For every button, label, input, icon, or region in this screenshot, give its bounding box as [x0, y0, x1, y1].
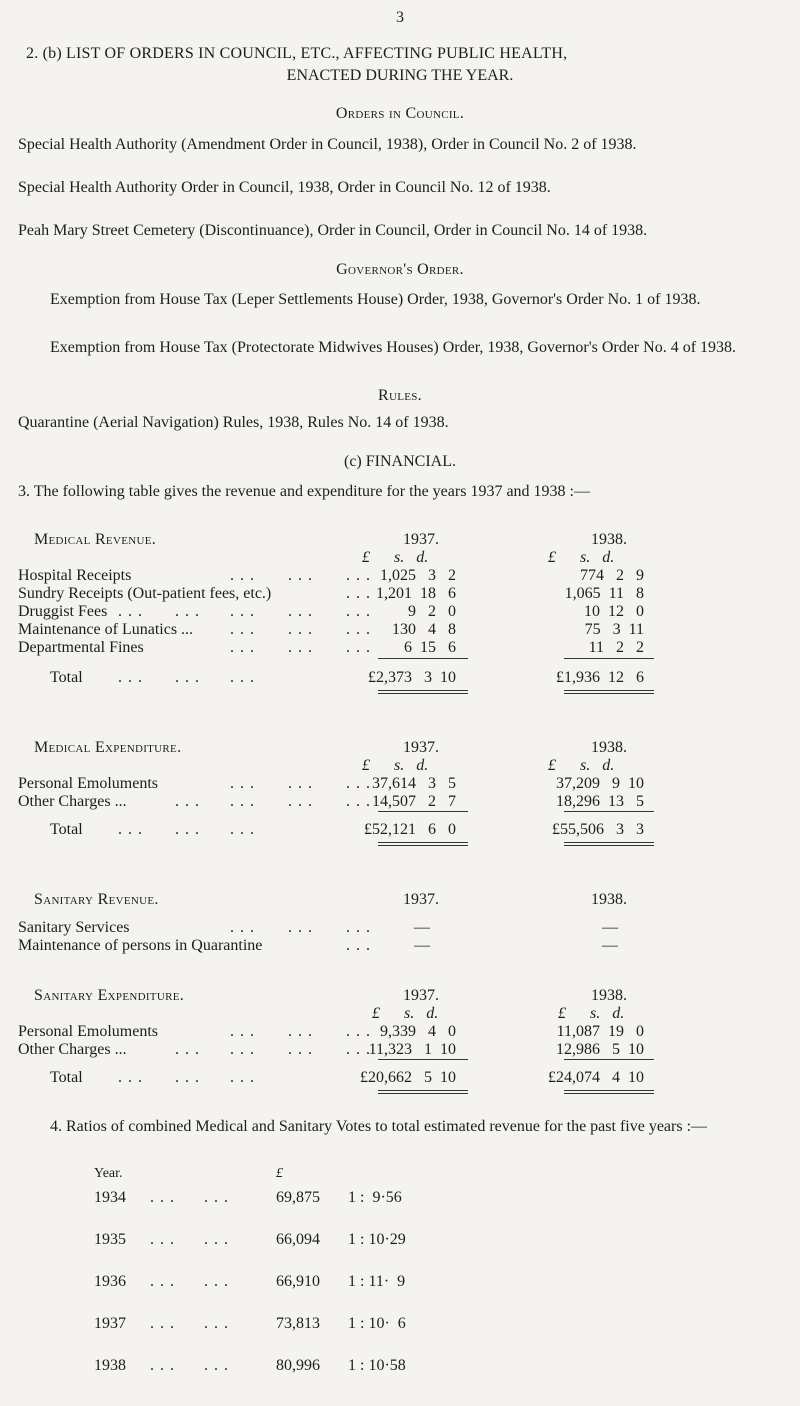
leader-dots: ...	[150, 1315, 180, 1332]
leader-dots: ...	[118, 1069, 148, 1086]
leader-dots: ...	[175, 669, 205, 686]
leader-dots: ...	[204, 1357, 234, 1374]
leader-dots: ...	[230, 1041, 260, 1058]
leader-dots: ...	[150, 1273, 180, 1290]
leader-dots: ...	[230, 567, 260, 584]
ratios-intro: 4. Ratios of combined Medical and Sanitary Votes to total estimated revenue for the past five years :—	[50, 1118, 708, 1135]
row-label: Maintenance of Lunatics ...	[18, 621, 194, 638]
col-year-1938: 1938.	[591, 891, 627, 908]
governor-order-item: Exemption from House Tax (Leper Settlements House) Order, 1938, Governor's Order No. 1 of 1938.	[50, 291, 701, 308]
rules-title: Rules.	[378, 387, 422, 404]
currency-units: £ s. d.	[362, 549, 429, 566]
subtotal-rule	[564, 658, 654, 659]
leader-dots: ...	[230, 821, 260, 838]
total-1937: £2,373 3 10	[368, 669, 456, 686]
row-label: Other Charges ...	[18, 793, 127, 810]
value-1937: 11,323 1 10	[368, 1041, 456, 1058]
leader-dots: ...	[346, 919, 376, 936]
currency-units: £ s. d.	[362, 757, 429, 774]
ratio-amount: 66,910	[276, 1273, 320, 1290]
col-year-1937: 1937.	[403, 891, 439, 908]
row-label: Hospital Receipts	[18, 567, 132, 584]
value-1938: —	[602, 937, 618, 954]
leader-dots: ...	[288, 567, 318, 584]
order-item: Special Health Authority Order in Council, 1938, Order in Council No. 12 of 1938.	[18, 179, 551, 196]
rule-item: Quarantine (Aerial Navigation) Rules, 1938, Rules No. 14 of 1938.	[18, 414, 449, 431]
total-1938: £24,074 4 10	[548, 1069, 644, 1086]
subtotal-rule	[564, 811, 654, 812]
leader-dots: ...	[118, 669, 148, 686]
subtotal-rule	[564, 1059, 654, 1060]
leader-dots: ...	[288, 919, 318, 936]
governor-order-item: Exemption from House Tax (Protectorate Midwives Houses) Order, 1938, Governor's Order No. 4 of 1938.	[50, 339, 737, 356]
leader-dots: ...	[288, 639, 318, 656]
leader-dots: ...	[288, 1041, 318, 1058]
col-year-1937: 1937.	[403, 739, 439, 756]
subtotal-rule	[378, 1059, 468, 1060]
leader-dots: ...	[204, 1231, 234, 1248]
value-1937: —	[414, 919, 430, 936]
leader-dots: ...	[175, 1041, 205, 1058]
subtotal-rule	[378, 658, 468, 659]
row-label: Druggist Fees	[18, 603, 108, 620]
ratio-year: 1936	[94, 1273, 126, 1290]
ratio-year: 1938	[94, 1357, 126, 1374]
leader-dots: ...	[230, 669, 260, 686]
value-1938: 11 2 2	[588, 639, 644, 656]
leader-dots: ...	[150, 1231, 180, 1248]
leader-dots: ...	[346, 937, 376, 954]
currency-units: £ s. d.	[372, 1005, 439, 1022]
value-1937: 9 2 0	[408, 603, 456, 620]
value-1938: 37,209 9 10	[556, 775, 644, 792]
col-header-year: Year.	[94, 1166, 123, 1181]
leader-dots: ...	[288, 793, 318, 810]
leader-dots: ...	[230, 775, 260, 792]
section-c-heading: (c) FINANCIAL.	[344, 453, 456, 470]
value-1938: 18,296 13 5	[556, 793, 644, 810]
value-1937: 1,201 18 6	[376, 585, 456, 602]
leader-dots: ...	[288, 1023, 318, 1040]
order-item: Special Health Authority (Amendment Order in Council, 1938), Order in Council No. 2 of 1938.	[18, 136, 637, 153]
ratio-value: 1 : 11· 9	[348, 1273, 406, 1290]
total-double-rule	[378, 1090, 468, 1094]
ratio-value: 1 : 9·56	[348, 1189, 402, 1206]
total-double-rule	[378, 690, 468, 694]
value-1938: 11,087 19 0	[556, 1023, 644, 1040]
leader-dots: ...	[118, 821, 148, 838]
total-double-rule	[564, 842, 654, 846]
orders-in-council-title: Orders in Council.	[335, 105, 465, 122]
col-year-1938: 1938.	[591, 531, 627, 548]
ratio-year: 1934	[94, 1189, 126, 1206]
ratio-value: 1 : 10·58	[348, 1357, 406, 1374]
row-label: Sanitary Services	[18, 919, 130, 936]
ratio-amount: 66,094	[276, 1231, 320, 1248]
leader-dots: ...	[346, 585, 376, 602]
leader-dots: ...	[175, 821, 205, 838]
leader-dots: ...	[204, 1189, 234, 1206]
col-year-1937: 1937.	[403, 987, 439, 1004]
total-1937: £20,662 5 10	[360, 1069, 456, 1086]
total-1938: £1,936 12 6	[556, 669, 644, 686]
value-1938: 10 12 0	[584, 603, 644, 620]
row-label: Sundry Receipts (Out-patient fees, etc.)	[18, 585, 272, 602]
leader-dots: ...	[346, 621, 376, 638]
financial-intro: 3. The following table gives the revenue and expenditure for the years 1937 and 1938 :—	[18, 483, 590, 500]
leader-dots: ...	[346, 603, 376, 620]
ratio-amount: 69,875	[276, 1189, 320, 1206]
col-year-1938: 1938.	[591, 987, 627, 1004]
value-1938: —	[602, 919, 618, 936]
table-title: Medical Revenue.	[34, 531, 157, 548]
row-label: Maintenance of persons in Quarantine	[18, 937, 263, 954]
section-b-heading-line1: 2. (b) LIST OF ORDERS IN COUNCIL, ETC., AFFECTING PUBLIC HEALTH,	[26, 45, 568, 62]
currency-units: £ s. d.	[548, 549, 615, 566]
table-title: Sanitary Revenue.	[34, 891, 159, 908]
leader-dots: ...	[346, 793, 376, 810]
leader-dots: ...	[150, 1189, 180, 1206]
value-1937: 130 4 8	[392, 621, 456, 638]
ratio-amount: 73,813	[276, 1315, 320, 1332]
value-1937: 6 15 6	[404, 639, 456, 656]
leader-dots: ...	[150, 1357, 180, 1374]
value-1937: 1,025 3 2	[380, 567, 456, 584]
leader-dots: ...	[230, 639, 260, 656]
leader-dots: ...	[230, 603, 260, 620]
currency-units: £ s. d.	[548, 757, 615, 774]
total-1938: £55,506 3 3	[552, 821, 644, 838]
col-year-1937: 1937.	[403, 531, 439, 548]
leader-dots: ...	[204, 1315, 234, 1332]
total-1937: £52,121 6 0	[364, 821, 456, 838]
leader-dots: ...	[288, 621, 318, 638]
value-1938: 75 3 11	[584, 621, 644, 638]
row-label: Personal Emoluments	[18, 1023, 158, 1040]
leader-dots: ...	[118, 603, 148, 620]
total-label: Total	[50, 669, 83, 686]
leader-dots: ...	[175, 793, 205, 810]
total-double-rule	[564, 1090, 654, 1094]
value-1937: —	[414, 937, 430, 954]
total-double-rule	[564, 690, 654, 694]
row-label: Personal Emoluments	[18, 775, 158, 792]
section-b-heading-line2: ENACTED DURING THE YEAR.	[286, 67, 514, 84]
leader-dots: ...	[230, 621, 260, 638]
value-1938: 1,065 11 8	[564, 585, 644, 602]
order-item: Peah Mary Street Cemetery (Discontinuance), Order in Council, Order in Council No. 14 of 1938.	[18, 222, 648, 239]
table-title: Medical Expenditure.	[34, 739, 182, 756]
col-year-1938: 1938.	[591, 739, 627, 756]
leader-dots: ...	[230, 793, 260, 810]
leader-dots: ...	[288, 603, 318, 620]
governors-order-title: Governor's Order.	[336, 261, 464, 278]
ratio-year: 1937	[94, 1315, 126, 1332]
value-1938: 12,986 5 10	[556, 1041, 644, 1058]
ratio-amount: 80,996	[276, 1357, 320, 1374]
leader-dots: ...	[230, 919, 260, 936]
total-double-rule	[378, 842, 468, 846]
leader-dots: ...	[346, 567, 376, 584]
leader-dots: ...	[230, 1069, 260, 1086]
total-label: Total	[50, 821, 83, 838]
ratio-year: 1935	[94, 1231, 126, 1248]
leader-dots: ...	[346, 1023, 376, 1040]
currency-units: £ s. d.	[558, 1005, 625, 1022]
leader-dots: ...	[175, 1069, 205, 1086]
leader-dots: ...	[204, 1273, 234, 1290]
value-1938: 774 2 9	[580, 567, 644, 584]
leader-dots: ...	[346, 775, 376, 792]
value-1937: 9,339 4 0	[380, 1023, 456, 1040]
value-1937: 37,614 3 5	[372, 775, 456, 792]
subtotal-rule	[378, 811, 468, 812]
page-number: 3	[396, 9, 404, 26]
table-title: Sanitary Expenditure.	[34, 987, 185, 1004]
leader-dots: ...	[288, 775, 318, 792]
ratio-value: 1 : 10· 6	[348, 1315, 406, 1332]
total-label: Total	[50, 1069, 83, 1086]
leader-dots: ...	[346, 1041, 376, 1058]
row-label: Departmental Fines	[18, 639, 144, 656]
leader-dots: ...	[175, 603, 205, 620]
col-header-amount: £	[276, 1166, 283, 1181]
row-label: Other Charges ...	[18, 1041, 127, 1058]
leader-dots: ...	[346, 639, 376, 656]
ratio-value: 1 : 10·29	[348, 1231, 406, 1248]
value-1937: 14,507 2 7	[372, 793, 456, 810]
leader-dots: ...	[230, 1023, 260, 1040]
